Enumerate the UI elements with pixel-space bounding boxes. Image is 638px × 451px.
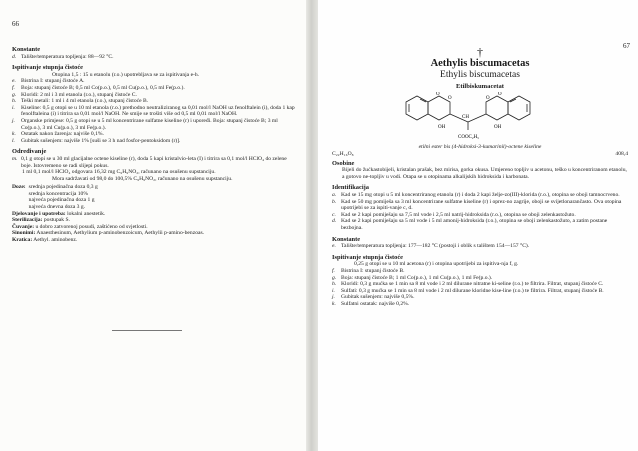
konstante-line: d. Talište/temperatura topljenja: 88—92 °C. xyxy=(12,53,114,60)
cross-mark: † xyxy=(477,45,483,59)
list-item: j. Organske primjese: 0,5 g otopi se u 5 ml koncentrirane sulfatne kiseline (r) i upoređi. Boja: stupanj čistoće B; 3 ml Co(p.o.), 3 ml Cu(p.o.), 3 ml Fe(p.o.). xyxy=(12,117,278,131)
osobine-text: Bijeli do žućkastobijeli, kristalan prašak, bez mirisa, gorka okusa. Umjereno topljiv u acetonu, teško u koncentriranom etanolu, a gotovo ne-topljiv u vodi. Otapa se u otopinama alkalijskih hidroksida i karbonata. xyxy=(342,167,627,180)
list-item: h. Kloridi: 0,3 g mućka se 1 min sa 8 ml vode i 2 ml dilurane nitratne ki-seline (r.o.) te filtrira. Filtrat, stupanj čistoće C. xyxy=(332,281,604,288)
list-item: c. Kad se 2 kapi pomiješaju sa 7,5 ml vode i 2,5 ml natrij-hidroksida (r.o.), otopina se oboji zelenkastožuto. xyxy=(332,211,576,218)
doze-line: srednja pojedinačna doza 0,3 g xyxy=(28,184,98,191)
doze-line: srednja koncentracija 10% xyxy=(28,190,89,197)
list-item: d. Kad se 2 kapi pomiješaju sa 5 ml vode i 5 ml amonij-hidroksida (r.o.), otopina se oboji zelenkastožuto, a zatim postane bezbojna. xyxy=(332,218,608,231)
list-item: l. Gubitak sušenjem: najviše 1% [suši se 3 h nad fosfor-pentoksidom (r)]. xyxy=(12,137,181,144)
ispitivanje-heading: Ispitivanje stupnja čistoće xyxy=(12,64,84,72)
section-end-rule xyxy=(112,330,182,331)
osobine-heading: Osobine xyxy=(332,159,355,167)
konstante-heading-right: Konstante xyxy=(332,235,361,243)
compound-name: Etilbiskumacetat xyxy=(456,83,504,90)
list-item: b. Kad se 50 mg pomiješa sa 3 ml koncentrirane sulfatne kiseline (r) i oprez-no zagrije, oboji se svijetlonarančasto. Ova otopina upotrijebi se za ispiti-vanje c, d. xyxy=(332,198,622,212)
label-ester: COOC₂H₅ xyxy=(458,135,479,140)
list-item: k. Ostatak nakon žarenja: najviše 0,1%. xyxy=(12,131,104,138)
sinonimi-line: Sinonimi: Anaesthesinum, Aethylium p-aminobenzoicum, Aethylii p-amino-benzoas. xyxy=(12,230,205,237)
doze-block: Doze: srednja pojedinačna doza 0,3 g srednja koncentracija 10% najveća pojedinačna doza 1 g najveća dnevna doza 3 g. xyxy=(12,184,98,211)
molecular-formula: C₂₂H₁₆O₈ xyxy=(332,150,354,157)
list-item: f. Boja: stupanj čistoće B; 0,5 ml Co(p.o.), 0,5 ml Cu(p.o.), 0,5 ml Fe(p.o.). xyxy=(12,84,185,91)
label-o3: O xyxy=(498,92,502,97)
konstante-heading: Konstante xyxy=(12,46,41,53)
djelovanje-line: Djelovanje i upotreba: lokalni anestetik. xyxy=(12,210,106,217)
page-number-left: 66 xyxy=(12,20,19,28)
list-item: e. Bistrina I: stupanj čistoće A. xyxy=(12,78,85,85)
right-column xyxy=(332,40,628,307)
chemical-name: etilni ester bis (4-hidroksi-3-kumarinil)-octene kiseline xyxy=(418,144,542,150)
ispitivanje-intro: Otopina 1,5 : 15 u etanolu (r.o.) upotrebljava se za ispitivanja e-h. xyxy=(52,71,200,78)
molar-mass: 408,4 xyxy=(615,150,628,157)
list-item: j. Gubitak sušenjem: najviše 0,5%. xyxy=(332,294,415,301)
left-column xyxy=(12,44,298,244)
ispitivanje-intro-right: 0,25 g otopi se u 10 ml acetona (r) i otopina upotrijebi za ispitiva-nja f, g. xyxy=(354,261,519,268)
formula-row xyxy=(332,151,628,158)
label-o1: O xyxy=(436,92,440,97)
doze-line: najveća pojedinačna doza 1 g xyxy=(28,197,95,204)
list-item: i. Kiseline: 0,5 g otopi se u 10 ml etanola (r.o.) prethodno neutraliziranog sa 0,01 mol/l NaOH uz fenolftalein (i), doda 1 kap fenolftaleina (i) i titrira sa 0,01 mol/l NaOH. Ne smije se trošiti više od 0,5 ml 0,01 mol/l NaOH. xyxy=(12,104,295,118)
right-page xyxy=(318,0,638,451)
monograph-title: Aethylis biscumacetas xyxy=(430,58,530,69)
kratica-line: Kratica: Aethyl. aminobenz. xyxy=(12,237,78,244)
konstante-line-right: e. Talište/temperatura topljenja: 177—182 °C (postoji i oblik s talištem 154—157 °C). xyxy=(332,243,530,250)
list-item: i. Sulfati: 0,3 g mućka se 1 min sa 8 ml vode i 2 ml dilurane kloridne kise-line (r.o.) te filtrira. Filtrat, stupanj čistoće B. xyxy=(332,287,604,294)
list-item: h. Teški metali: 1 ml i 4 ml etanola (r.o.), stupanj čistoće B. xyxy=(12,98,149,105)
sterilizacija-line: Sterilizacija: postupak S. xyxy=(12,217,70,224)
label-oh-right: OH xyxy=(494,125,502,130)
doze-line: najveća dnevna doza 3 g. xyxy=(28,204,86,211)
odredivanje-heading: Određivanje xyxy=(12,148,47,156)
left-page xyxy=(0,0,306,451)
label-ch: CH xyxy=(462,115,469,120)
odredivanje-calc-1: 1 ml 0,1 mol/l HClO₄ odgovara 16,32 mg C₉H₉NO₂, računano na osušenu supstanciju. xyxy=(22,169,216,176)
list-item: a. Kad se 15 mg otopi u 5 ml koncentriranog etanola (r) i doda 2 kapi želje-zo(III)-klorida (r.o.), otopina se oboji tamnocrveno. xyxy=(332,191,620,198)
identifikacija-heading: Identifikacija xyxy=(332,184,369,192)
page-number-right: 67 xyxy=(623,42,630,50)
list-item: f. Bistrina I: stupanj čistoće B. xyxy=(332,267,405,274)
cuvanje-line: Čuvanje: u dobro zatvorenoj posudi, zaštićeno od svjetlosti. xyxy=(12,223,148,230)
structural-formula-diagram xyxy=(390,92,570,142)
list-item: k. Sulfatni ostatak: najviše 0,2%. xyxy=(332,300,410,307)
book-gutter xyxy=(306,0,318,451)
label-o4: O xyxy=(486,96,490,101)
label-o2: O xyxy=(448,96,452,101)
label-oh-left: OH xyxy=(438,125,446,130)
ispitivanje-heading-right: Ispitivanje stupnja čistoće xyxy=(332,253,404,261)
list-item: g. Kloridi: 2 ml i 3 ml etanola (r.o.), stupanj čistoće C. xyxy=(12,91,137,98)
odredivanje-calc-2: Mora sadržavati od 98,0 do 100,5% C₉H₉NO₂, računano na osušenu supstanciju. xyxy=(52,175,233,182)
odredivanje-item: m. 0,1 g otopi se u 30 ml glacijalne octene kiseline (r), doda 5 kapi kristalvio-leta (I) i titrira sa 0,1 mol/l HClO₄ do zelene boje. Istovremeno se radi slijepi pokus. xyxy=(12,155,287,169)
monograph-subtitle: Ethylis biscumacetas xyxy=(440,70,520,80)
list-item: g. Boja: stupanj čistoće B; 1 ml Co(p.o.), 1 ml Cu(p.o.), 1 ml Fe(p.o.). xyxy=(332,274,493,281)
